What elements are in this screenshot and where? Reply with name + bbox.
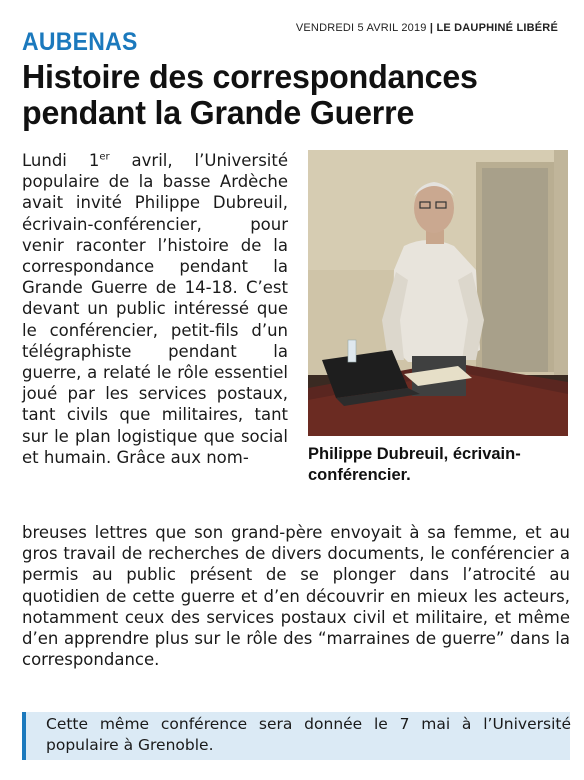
newspaper-name: LE DAUPHINÉ LIBÉRÉ (436, 22, 558, 34)
body-lead-superscript: er (99, 151, 110, 163)
article-body-continued: breuses lettres que son grand-père envoyait à sa femme, et au gros travail de recherches de divers documents, le conférencier a permis au public présent de se plonger dans l’atrocité au quotidien de cette guerre et d’en découvrir en mieux les acteurs, notamment ceux des services postaux civil et militaire, et même d’en apprendre plus sur le rôle des “marraines de guerre” dans la correspondance. (22, 523, 570, 670)
article-body-column (22, 150, 288, 468)
header-separator: | (429, 22, 434, 34)
header-date-line (296, 22, 558, 34)
article-photo (308, 150, 568, 436)
announcement-box (22, 712, 570, 760)
photo-caption: Philippe Dubreuil, écrivain-conférencier. (308, 445, 521, 484)
publication-date: VENDREDI 5 AVRIL 2019 (295, 22, 427, 34)
city-label: AUBENAS (22, 28, 138, 56)
photo-speaker-icon (308, 150, 568, 436)
body-lead-part-b: avril, l’Université populaire de la basse Ardèche avait invité Philippe Dubreuil, écrivain-conférencier, pour venir raconter l’histoire de la correspondance pendant la Grande Guerre de 14-18. C’est devant un public intéressé que le conférencier, petit-fils d’un télégraphiste pendant la guerre, a relaté le rôle essentiel joué par les services postaux, tant civils que militaires, tant sur le plan logistique que social et humain. Grâce aux nom- (22, 151, 289, 467)
body-lead-part-a: Lundi 1 (22, 151, 100, 170)
article-headline: Histoire des correspondances pendant la Grande Guerre (22, 59, 478, 132)
announcement-text: Cette même conférence sera donnée le 7 mai à l’Université populaire à Grenoble. (46, 715, 571, 754)
